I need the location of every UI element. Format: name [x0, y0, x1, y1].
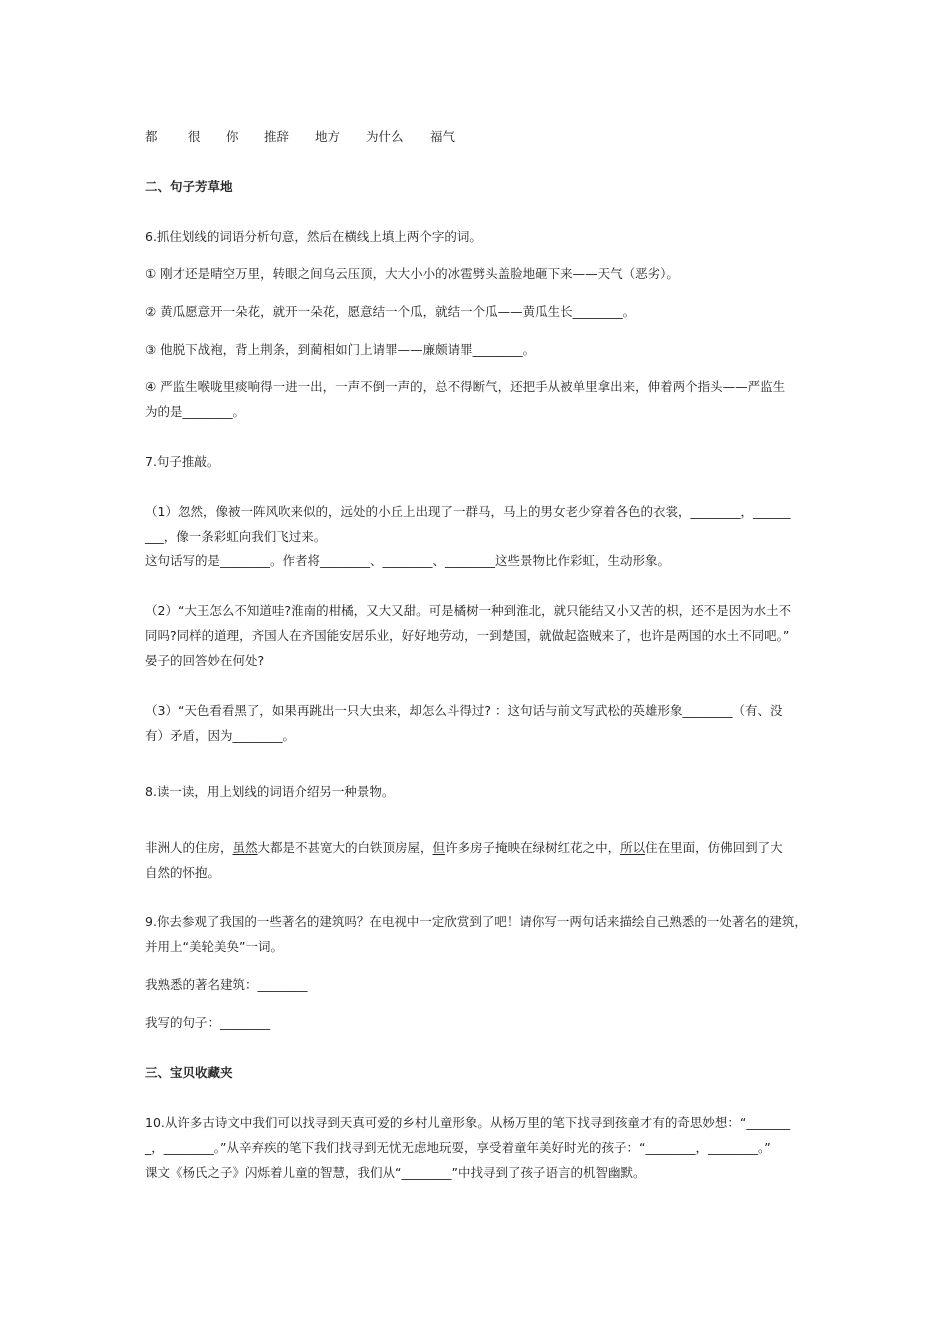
q7-part-3-line-2: 有）矛盾，因为________。	[145, 728, 296, 743]
q10-line-1: 10.从许多古诗文中我们可以找寻到天真可爱的乡村儿童形象。从杨万里的笔下找寻到孩童才有的奇思妙想：“_______	[145, 1115, 791, 1130]
q7-part-1-line-1: （1）忽然，像被一阵风吹来似的，远处的小丘上出现了一群马，马上的男女老少穿着各色的衣裳，________，______	[145, 504, 791, 519]
q10-line-2: _，________。”从辛弃疾的笔下我们找寻到无忧无虑地玩耍，享受着童年美好时光的孩子：“________，________。”	[145, 1140, 771, 1155]
q8-text: 非洲人的住房，	[145, 840, 233, 855]
q7-part-2-line-1: （2）“大王怎么不知道哇?淮南的柑橘，又大又甜。可是橘树一种到淮北，就只能结又小又苦的枳，还不是因为水土不	[145, 603, 792, 618]
q10-line-3: 课文《杨氏之子》闪烁着儿童的智慧，我们从“________”中找寻到了孩子语言的机智幽默。	[145, 1165, 646, 1180]
q7-part-3-line-1: （3）“天色看看黑了，如果再跳出一只大虫来，却怎么斗得过? ：这句话与前文写武松的英雄形象________（有、没	[145, 703, 783, 718]
q8-text: 许多房子掩映在绿树红花之中，	[445, 840, 621, 855]
word-bank	[145, 127, 455, 145]
q7-part-1-line-2: ___，像一条彩虹向我们飞过来。	[145, 529, 327, 544]
section-2-heading: 二、句子芳草地	[145, 179, 233, 194]
q6-item-1: ① 刚才还是晴空万里，转眼之间乌云压顶，大大小小的冰雹劈头盖脸地砸下来——天气（恶劣）。	[145, 266, 679, 281]
q6-item-4-line-2: 为的是________。	[145, 404, 246, 419]
section-3-heading: 三、宝贝收藏夹	[145, 1065, 233, 1080]
q7-part-2-line-2: 同吗?同样的道理，齐国人在齐国能安居乐业，好好地劳动，一到楚国，就做起盗贼来了，也许是两国的水土不同吧。”	[145, 628, 790, 643]
q7-part-1-line-3: 这句话写的是________。作者将________、________、________这些景物比作彩虹，生动形象。	[145, 553, 671, 568]
q6-item-4-line-1: ④ 严监生喉咙里痰响得一进一出，一声不倒一声的，总不得断气，还把手从被单里拿出来，伸着两个指头——严监生	[145, 379, 786, 394]
q9-sentence-answer: 我写的句子：________	[145, 1015, 271, 1030]
q9-building-answer: 我熟悉的著名建筑：________	[145, 977, 308, 992]
word-bank-item: 很	[188, 129, 201, 144]
q9-prompt-line-1: 9.你去参观了我国的一些著名的建筑吗？在电视中一定欣赏到了吧！请你写一两句话来描绘自己熟悉的一处著名的建筑，	[145, 914, 807, 929]
q6-item-2: ② 黄瓜愿意开一朵花，就开一朵花，愿意结一个瓜，就结一个瓜——黄瓜生长________。	[145, 304, 636, 319]
q8-text: 大都是不甚宽大的白铁顶房屋，	[257, 840, 433, 855]
word-bank-item: 都	[145, 129, 158, 144]
word-bank-item: 推辞	[264, 129, 290, 144]
q8-underlined-word: 所以	[620, 840, 646, 855]
q9-prompt-line-2: 并用上“美轮美奂”一词。	[145, 939, 283, 954]
q8-underlined-word: 虽然	[232, 840, 258, 855]
q8-passage-line-1	[145, 839, 783, 857]
q7-prompt: 7.句子推敲。	[145, 454, 220, 469]
q8-prompt: 8.读一读，用上划线的词语介绍另一种景物。	[145, 784, 395, 799]
q6-item-3: ③ 他脱下战袍，背上荆条，到蔺相如门上请罪——廉颇请罪________。	[145, 342, 536, 357]
word-bank-item: 为什么	[366, 129, 404, 144]
word-bank-item: 福气	[430, 129, 456, 144]
q8-underlined-word: 但	[432, 840, 446, 855]
q8-text: 住在里面，仿佛回到了大	[645, 840, 783, 855]
q8-passage-line-2: 自然的怀抱。	[145, 865, 221, 880]
word-bank-item: 你	[226, 129, 239, 144]
q7-part-2-line-3: 晏子的回答妙在何处?	[145, 653, 265, 668]
q6-prompt: 6.抓住划线的词语分析句意，然后在横线上填上两个字的词。	[145, 229, 482, 244]
word-bank-item: 地方	[315, 129, 341, 144]
